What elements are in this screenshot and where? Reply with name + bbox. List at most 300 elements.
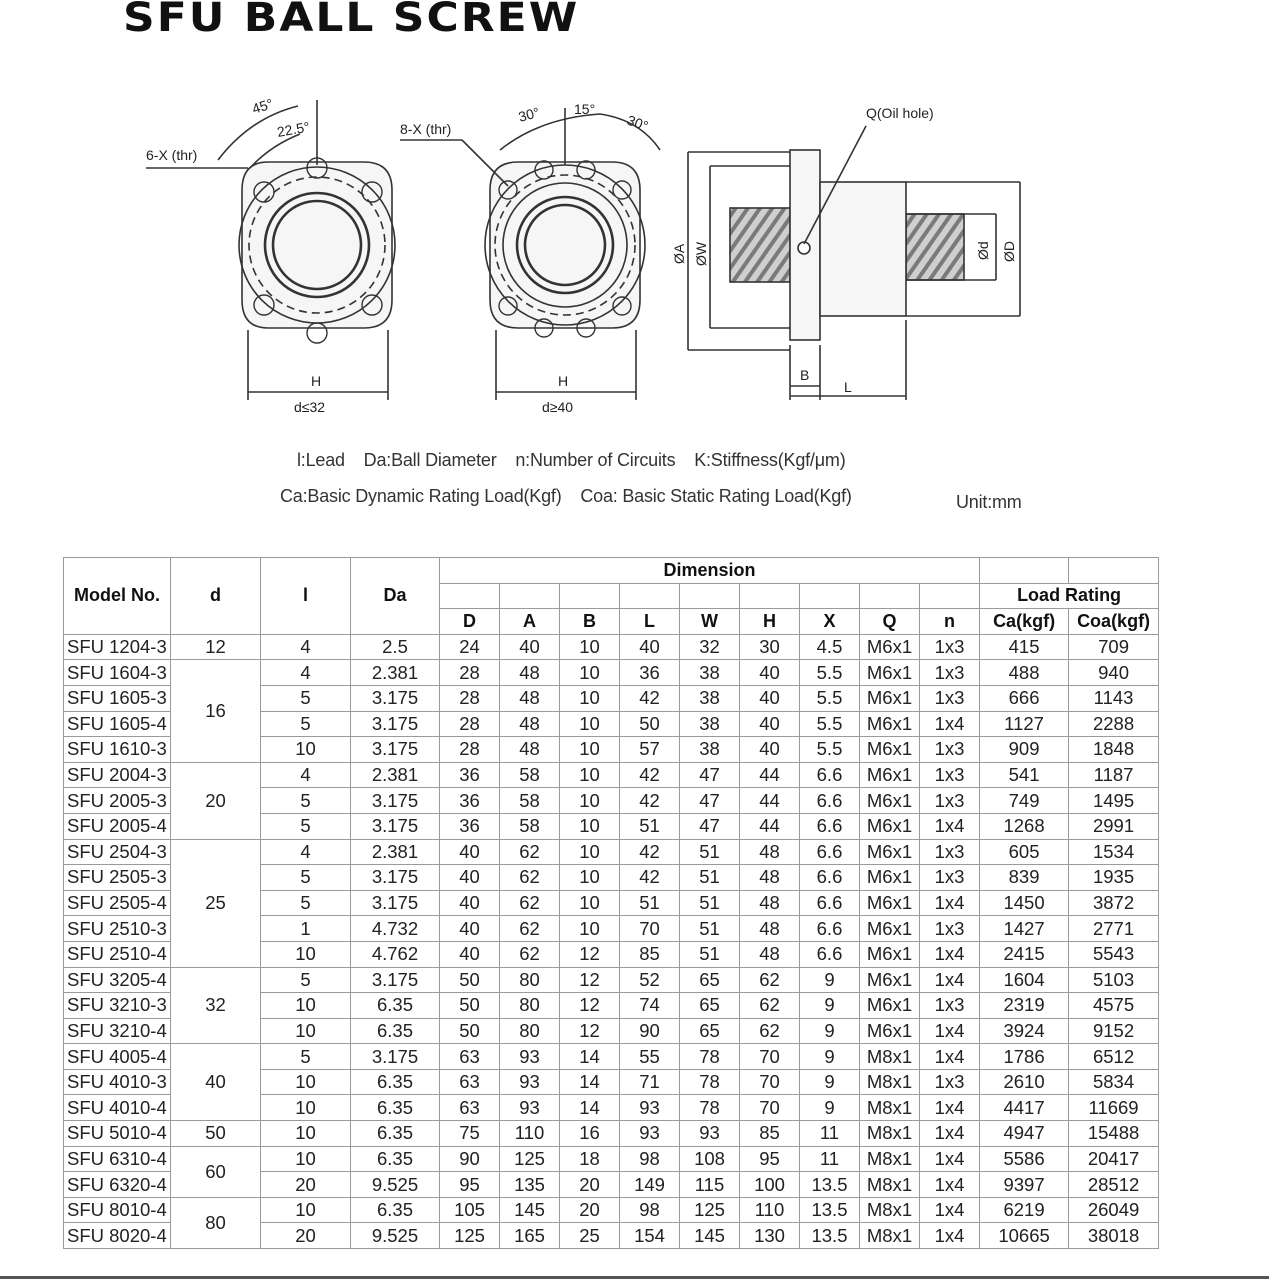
cell-A: 93 <box>500 1044 560 1070</box>
cell-X: 9 <box>800 1069 860 1095</box>
cell-X: 6.6 <box>800 941 860 967</box>
spec-table <box>63 557 1159 1249</box>
cell-B: 10 <box>560 788 620 814</box>
cell-A: 110 <box>500 1121 560 1147</box>
cell-da: 6.35 <box>351 993 440 1019</box>
cell-n: 1x3 <box>920 865 980 891</box>
flange-drawing-6-hole <box>146 100 395 400</box>
header-l: l <box>261 558 351 635</box>
page-title: SFU BALL SCREW <box>123 0 580 41</box>
legend-line-2 <box>280 486 866 507</box>
cell-B: 10 <box>560 916 620 942</box>
cell-n: 1x3 <box>920 762 980 788</box>
cell-D: 105 <box>440 1197 500 1223</box>
cell-Q: M8x1 <box>860 1172 920 1198</box>
cell-ca: 605 <box>980 839 1069 865</box>
cell-X: 11 <box>800 1146 860 1172</box>
cell-X: 11 <box>800 1121 860 1147</box>
cell-W: 65 <box>680 967 740 993</box>
cell-l: 4 <box>261 660 351 686</box>
cell-H: 48 <box>740 865 800 891</box>
header-n: n <box>920 609 980 635</box>
cell-L: 36 <box>620 660 680 686</box>
cell-A: 48 <box>500 685 560 711</box>
dim-D-label: ØD <box>1001 241 1017 262</box>
cell-l: 4 <box>261 839 351 865</box>
cell-W: 51 <box>680 890 740 916</box>
cell-D: 63 <box>440 1069 500 1095</box>
cell-model: SFU 8010-4 <box>64 1197 171 1223</box>
cell-coa: 28512 <box>1069 1172 1159 1198</box>
cell-X: 6.6 <box>800 916 860 942</box>
cell-l: 5 <box>261 788 351 814</box>
cell-coa: 1848 <box>1069 737 1159 763</box>
cell-coa: 2288 <box>1069 711 1159 737</box>
cell-ca: 3924 <box>980 1018 1069 1044</box>
cell-D: 28 <box>440 737 500 763</box>
header-blank <box>500 583 560 609</box>
cell-ca: 6219 <box>980 1197 1069 1223</box>
legend-static-load: Coa: Basic Static Rating Load(Kgf) <box>580 486 852 506</box>
cell-ca: 1450 <box>980 890 1069 916</box>
cell-A: 135 <box>500 1172 560 1198</box>
middle-angle-b-label: 15° <box>574 101 596 117</box>
cell-L: 74 <box>620 993 680 1019</box>
cell-da: 3.175 <box>351 1044 440 1070</box>
cell-Q: M6x1 <box>860 865 920 891</box>
cell-d: 60 <box>171 1146 261 1197</box>
cell-H: 62 <box>740 967 800 993</box>
cell-ca: 839 <box>980 865 1069 891</box>
cell-X: 5.5 <box>800 660 860 686</box>
cell-ca: 1786 <box>980 1044 1069 1070</box>
header-X: X <box>800 609 860 635</box>
cell-model: SFU 6310-4 <box>64 1146 171 1172</box>
header-H: H <box>740 609 800 635</box>
cell-l: 4 <box>261 634 351 660</box>
cell-L: 42 <box>620 839 680 865</box>
cell-coa: 940 <box>1069 660 1159 686</box>
cell-H: 44 <box>740 762 800 788</box>
cell-D: 50 <box>440 1018 500 1044</box>
cell-L: 42 <box>620 685 680 711</box>
cell-d: 50 <box>171 1121 261 1147</box>
cell-da: 9.525 <box>351 1223 440 1249</box>
dim-L-label: L <box>844 379 852 395</box>
cell-H: 40 <box>740 711 800 737</box>
cell-X: 6.6 <box>800 762 860 788</box>
header-D: D <box>440 609 500 635</box>
cell-A: 93 <box>500 1069 560 1095</box>
technical-drawings <box>0 0 1269 440</box>
cell-W: 125 <box>680 1197 740 1223</box>
cell-l: 10 <box>261 1146 351 1172</box>
cell-Q: M6x1 <box>860 813 920 839</box>
cell-A: 165 <box>500 1223 560 1249</box>
cell-da: 3.175 <box>351 788 440 814</box>
cell-A: 145 <box>500 1197 560 1223</box>
cell-L: 85 <box>620 941 680 967</box>
cell-coa: 26049 <box>1069 1197 1159 1223</box>
cell-L: 149 <box>620 1172 680 1198</box>
dim-W-label: ØW <box>693 241 709 266</box>
cell-A: 48 <box>500 660 560 686</box>
cell-H: 110 <box>740 1197 800 1223</box>
middle-holes-label: 8-X (thr) <box>400 121 452 137</box>
cell-H: 48 <box>740 890 800 916</box>
cell-Q: M6x1 <box>860 941 920 967</box>
cell-D: 50 <box>440 993 500 1019</box>
cell-Q: M6x1 <box>860 993 920 1019</box>
cell-X: 9 <box>800 967 860 993</box>
cell-ca: 1427 <box>980 916 1069 942</box>
cell-X: 9 <box>800 1095 860 1121</box>
cell-D: 28 <box>440 711 500 737</box>
cell-B: 10 <box>560 634 620 660</box>
unit-label: Unit:mm <box>956 492 1022 512</box>
cell-model: SFU 6320-4 <box>64 1172 171 1198</box>
cell-n: 1x4 <box>920 1197 980 1223</box>
cell-H: 48 <box>740 941 800 967</box>
cell-H: 44 <box>740 813 800 839</box>
cell-L: 50 <box>620 711 680 737</box>
cell-l: 5 <box>261 711 351 737</box>
table-row <box>64 1197 1159 1223</box>
cell-L: 71 <box>620 1069 680 1095</box>
cell-da: 3.175 <box>351 685 440 711</box>
cell-A: 80 <box>500 967 560 993</box>
cell-Q: M8x1 <box>860 1197 920 1223</box>
cell-Q: M6x1 <box>860 685 920 711</box>
cell-da: 6.35 <box>351 1069 440 1095</box>
cell-D: 28 <box>440 685 500 711</box>
cell-d: 25 <box>171 839 261 967</box>
cell-X: 4.5 <box>800 634 860 660</box>
cell-Q: M8x1 <box>860 1095 920 1121</box>
cell-da: 6.35 <box>351 1095 440 1121</box>
cell-model: SFU 1605-4 <box>64 711 171 737</box>
cell-model: SFU 2504-3 <box>64 839 171 865</box>
cell-D: 40 <box>440 839 500 865</box>
cell-da: 6.35 <box>351 1146 440 1172</box>
cell-W: 108 <box>680 1146 740 1172</box>
cell-A: 58 <box>500 762 560 788</box>
header-da: Da <box>351 558 440 635</box>
cell-n: 1x3 <box>920 1069 980 1095</box>
cell-A: 58 <box>500 788 560 814</box>
cell-model: SFU 1204-3 <box>64 634 171 660</box>
left-caption: d≤32 <box>294 399 326 415</box>
cell-d: 16 <box>171 660 261 762</box>
cell-A: 62 <box>500 839 560 865</box>
legend-line-1 <box>297 450 860 471</box>
cell-l: 5 <box>261 890 351 916</box>
cell-L: 90 <box>620 1018 680 1044</box>
header-model: Model No. <box>64 558 171 635</box>
cell-L: 51 <box>620 813 680 839</box>
cell-da: 2.381 <box>351 660 440 686</box>
cell-L: 70 <box>620 916 680 942</box>
cell-A: 125 <box>500 1146 560 1172</box>
legend-stiffness: K:Stiffness(Kgf/μm) <box>694 450 846 470</box>
table-row <box>64 762 1159 788</box>
cell-coa: 5834 <box>1069 1069 1159 1095</box>
cell-d: 12 <box>171 634 261 660</box>
cell-n: 1x3 <box>920 993 980 1019</box>
cell-l: 10 <box>261 737 351 763</box>
header-blank <box>440 583 500 609</box>
header-blank <box>980 558 1069 584</box>
cell-W: 38 <box>680 685 740 711</box>
cell-coa: 4575 <box>1069 993 1159 1019</box>
cell-X: 9 <box>800 1018 860 1044</box>
cell-l: 5 <box>261 865 351 891</box>
cell-H: 70 <box>740 1095 800 1121</box>
cell-coa: 9152 <box>1069 1018 1159 1044</box>
cell-D: 63 <box>440 1044 500 1070</box>
cell-n: 1x4 <box>920 941 980 967</box>
cell-X: 13.5 <box>800 1197 860 1223</box>
cell-L: 93 <box>620 1121 680 1147</box>
cell-coa: 11669 <box>1069 1095 1159 1121</box>
cell-coa: 1935 <box>1069 865 1159 891</box>
cell-n: 1x3 <box>920 839 980 865</box>
cell-W: 115 <box>680 1172 740 1198</box>
cell-L: 55 <box>620 1044 680 1070</box>
cell-l: 4 <box>261 762 351 788</box>
cell-l: 5 <box>261 813 351 839</box>
cell-n: 1x4 <box>920 1223 980 1249</box>
cell-coa: 1187 <box>1069 762 1159 788</box>
cell-B: 10 <box>560 839 620 865</box>
cell-W: 51 <box>680 839 740 865</box>
cell-D: 95 <box>440 1172 500 1198</box>
cell-X: 5.5 <box>800 711 860 737</box>
legend-ball-diameter: Da:Ball Diameter <box>363 450 497 470</box>
cell-Q: M6x1 <box>860 839 920 865</box>
cell-n: 1x3 <box>920 634 980 660</box>
cell-D: 36 <box>440 788 500 814</box>
cell-model: SFU 3210-4 <box>64 1018 171 1044</box>
cell-ca: 1127 <box>980 711 1069 737</box>
cell-H: 40 <box>740 660 800 686</box>
cell-coa: 20417 <box>1069 1146 1159 1172</box>
cell-n: 1x3 <box>920 737 980 763</box>
cell-d: 40 <box>171 1044 261 1121</box>
cell-ca: 666 <box>980 685 1069 711</box>
cell-L: 52 <box>620 967 680 993</box>
header-d: d <box>171 558 261 635</box>
cell-d: 20 <box>171 762 261 839</box>
cell-model: SFU 2005-4 <box>64 813 171 839</box>
table-body <box>64 634 1159 1248</box>
table-row <box>64 1044 1159 1070</box>
cell-B: 10 <box>560 711 620 737</box>
cell-ca: 2415 <box>980 941 1069 967</box>
cell-ca: 909 <box>980 737 1069 763</box>
cell-n: 1x4 <box>920 890 980 916</box>
cell-L: 51 <box>620 890 680 916</box>
flange-drawing-8-hole <box>400 108 660 400</box>
cell-B: 25 <box>560 1223 620 1249</box>
cell-n: 1x3 <box>920 685 980 711</box>
cell-B: 10 <box>560 813 620 839</box>
cell-model: SFU 4010-4 <box>64 1095 171 1121</box>
cell-d: 32 <box>171 967 261 1044</box>
cell-n: 1x4 <box>920 1044 980 1070</box>
middle-width-label: H <box>558 373 569 389</box>
cell-ca: 415 <box>980 634 1069 660</box>
cell-D: 75 <box>440 1121 500 1147</box>
cell-Q: M6x1 <box>860 1018 920 1044</box>
cell-l: 10 <box>261 1069 351 1095</box>
table-row <box>64 1146 1159 1172</box>
cell-model: SFU 8020-4 <box>64 1223 171 1249</box>
cell-B: 10 <box>560 737 620 763</box>
cell-coa: 3872 <box>1069 890 1159 916</box>
cell-Q: M6x1 <box>860 660 920 686</box>
side-view-drawing <box>688 126 1020 400</box>
cell-model: SFU 4005-4 <box>64 1044 171 1070</box>
cell-n: 1x4 <box>920 1018 980 1044</box>
cell-n: 1x4 <box>920 813 980 839</box>
cell-Q: M6x1 <box>860 737 920 763</box>
table-row <box>64 967 1159 993</box>
cell-H: 100 <box>740 1172 800 1198</box>
cell-coa: 709 <box>1069 634 1159 660</box>
legend-circuits: n:Number of Circuits <box>515 450 676 470</box>
cell-Q: M6x1 <box>860 634 920 660</box>
header-L: L <box>620 609 680 635</box>
cell-B: 10 <box>560 762 620 788</box>
cell-model: SFU 2510-4 <box>64 941 171 967</box>
bottom-border <box>0 1276 1269 1279</box>
cell-B: 14 <box>560 1069 620 1095</box>
cell-H: 40 <box>740 737 800 763</box>
cell-model: SFU 3210-3 <box>64 993 171 1019</box>
cell-A: 48 <box>500 737 560 763</box>
cell-coa: 2991 <box>1069 813 1159 839</box>
cell-D: 90 <box>440 1146 500 1172</box>
header-blank <box>800 583 860 609</box>
header-load-rating: Load Rating <box>980 583 1159 609</box>
cell-W: 51 <box>680 941 740 967</box>
cell-da: 2.5 <box>351 634 440 660</box>
cell-da: 6.35 <box>351 1018 440 1044</box>
cell-W: 38 <box>680 711 740 737</box>
oil-hole-label: Q(Oil hole) <box>866 105 934 121</box>
cell-B: 16 <box>560 1121 620 1147</box>
legend-lead: l:Lead <box>297 450 345 470</box>
cell-L: 154 <box>620 1223 680 1249</box>
cell-model: SFU 1605-3 <box>64 685 171 711</box>
cell-model: SFU 3205-4 <box>64 967 171 993</box>
cell-B: 10 <box>560 685 620 711</box>
cell-D: 28 <box>440 660 500 686</box>
cell-D: 36 <box>440 813 500 839</box>
cell-H: 130 <box>740 1223 800 1249</box>
dim-A-label: ØA <box>671 243 687 264</box>
cell-H: 85 <box>740 1121 800 1147</box>
cell-n: 1x4 <box>920 1146 980 1172</box>
cell-ca: 10665 <box>980 1223 1069 1249</box>
middle-angle-c-label: 30° <box>624 111 651 135</box>
cell-coa: 15488 <box>1069 1121 1159 1147</box>
middle-angle-a-label: 30° <box>516 103 542 125</box>
cell-B: 10 <box>560 865 620 891</box>
middle-caption: d≥40 <box>542 399 574 415</box>
dim-B-label: B <box>800 367 810 383</box>
cell-A: 93 <box>500 1095 560 1121</box>
cell-D: 40 <box>440 941 500 967</box>
cell-l: 5 <box>261 967 351 993</box>
cell-W: 78 <box>680 1095 740 1121</box>
cell-L: 42 <box>620 865 680 891</box>
cell-D: 125 <box>440 1223 500 1249</box>
cell-L: 98 <box>620 1146 680 1172</box>
cell-ca: 5586 <box>980 1146 1069 1172</box>
header-B: B <box>560 609 620 635</box>
cell-D: 63 <box>440 1095 500 1121</box>
cell-l: 10 <box>261 1197 351 1223</box>
cell-L: 57 <box>620 737 680 763</box>
cell-ca: 4417 <box>980 1095 1069 1121</box>
cell-W: 145 <box>680 1223 740 1249</box>
cell-H: 48 <box>740 839 800 865</box>
header-blank <box>860 583 920 609</box>
cell-Q: M8x1 <box>860 1121 920 1147</box>
cell-D: 40 <box>440 890 500 916</box>
cell-B: 14 <box>560 1044 620 1070</box>
cell-da: 3.175 <box>351 737 440 763</box>
legend-dynamic-load: Ca:Basic Dynamic Rating Load(Kgf) <box>280 486 562 506</box>
cell-model: SFU 1604-3 <box>64 660 171 686</box>
cell-H: 44 <box>740 788 800 814</box>
cell-l: 20 <box>261 1223 351 1249</box>
cell-ca: 4947 <box>980 1121 1069 1147</box>
cell-ca: 749 <box>980 788 1069 814</box>
cell-Q: M6x1 <box>860 916 920 942</box>
cell-X: 6.6 <box>800 865 860 891</box>
cell-n: 1x3 <box>920 916 980 942</box>
cell-W: 32 <box>680 634 740 660</box>
cell-W: 93 <box>680 1121 740 1147</box>
cell-coa: 2771 <box>1069 916 1159 942</box>
cell-n: 1x4 <box>920 1172 980 1198</box>
cell-da: 3.175 <box>351 711 440 737</box>
cell-n: 1x4 <box>920 967 980 993</box>
cell-Q: M8x1 <box>860 1069 920 1095</box>
cell-model: SFU 2005-3 <box>64 788 171 814</box>
cell-X: 6.6 <box>800 788 860 814</box>
cell-W: 51 <box>680 916 740 942</box>
cell-da: 3.175 <box>351 967 440 993</box>
cell-H: 40 <box>740 685 800 711</box>
cell-W: 38 <box>680 660 740 686</box>
cell-coa: 5543 <box>1069 941 1159 967</box>
cell-l: 20 <box>261 1172 351 1198</box>
header-A: A <box>500 609 560 635</box>
cell-X: 13.5 <box>800 1172 860 1198</box>
cell-D: 50 <box>440 967 500 993</box>
left-angle-outer-label: 45° <box>249 95 276 117</box>
cell-W: 78 <box>680 1069 740 1095</box>
cell-Q: M6x1 <box>860 967 920 993</box>
cell-A: 48 <box>500 711 560 737</box>
cell-X: 6.6 <box>800 890 860 916</box>
header-blank <box>920 583 980 609</box>
cell-L: 93 <box>620 1095 680 1121</box>
